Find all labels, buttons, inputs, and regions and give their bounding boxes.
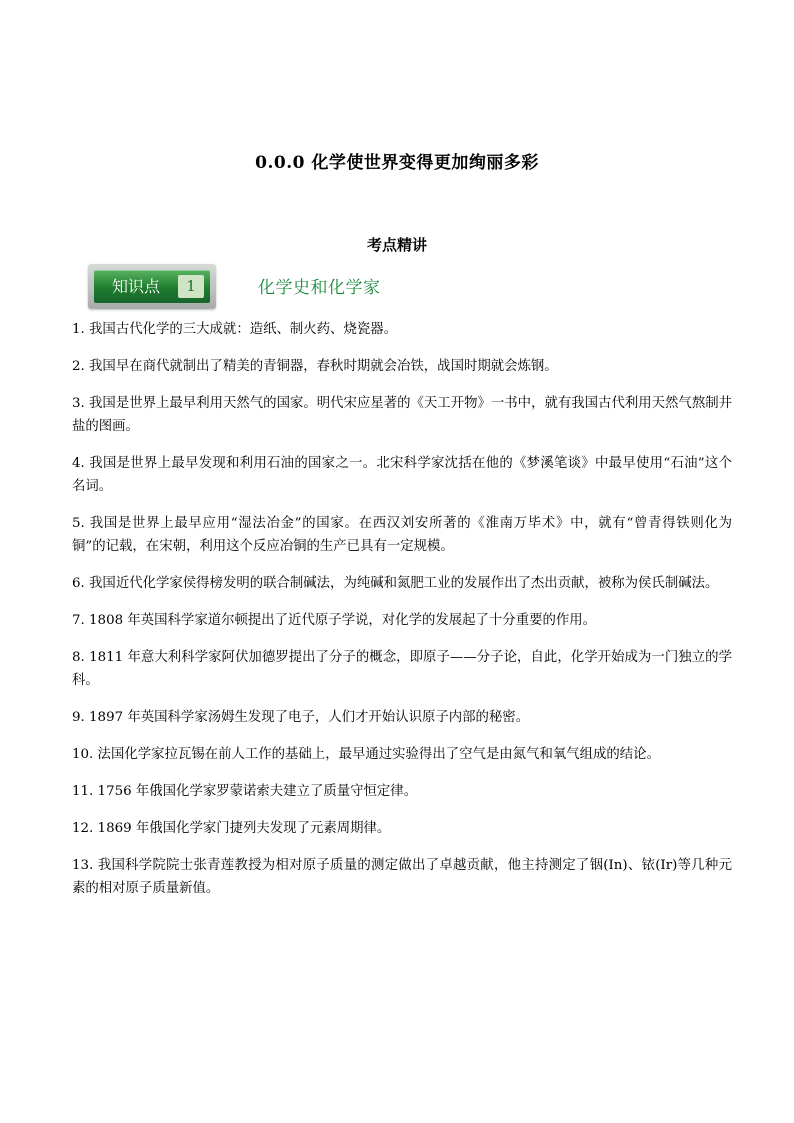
- knowledge-point-badge: [88, 264, 216, 309]
- list-item: 3. 我国是世界上最早利用天然气的国家。明代宋应星著的《天工开物》一书中，就有我国古代利用天然气熬制井盐的图画。: [72, 396, 732, 434]
- document-title: 0.0.0 化学使世界变得更加绚丽多彩: [255, 153, 539, 173]
- content-list: [72, 318, 732, 914]
- knowledge-point-number: 1: [178, 275, 204, 298]
- list-item: 5. 我国是世界上最早应用“湿法冶金”的国家。在西汉刘安所著的《淮南万毕术》中，就有“曾青得铁则化为铜”的记载，在宋朝，利用这个反应冶铜的生产已具有一定规模。: [72, 516, 732, 554]
- knowledge-point-title: 化学史和化学家: [258, 278, 381, 298]
- knowledge-point-label: 知识点: [112, 277, 161, 296]
- list-item: 2. 我国早在商代就制出了精美的青铜器，春秋时期就会冶铁，战国时期就会炼钢。: [72, 359, 558, 374]
- list-item: 1. 我国古代化学的三大成就：造纸、制火药、烧瓷器。: [72, 322, 398, 337]
- list-item: 11. 1756 年俄国化学家罗蒙诺索夫建立了质量守恒定律。: [72, 784, 418, 799]
- list-item: 12. 1869 年俄国化学家门捷列夫发现了元素周期律。: [72, 821, 391, 836]
- list-item: 10. 法国化学家拉瓦锡在前人工作的基础上，最早通过实验得出了空气是由氮气和氧气组成的结论。: [72, 747, 660, 762]
- section-heading: 考点精讲: [366, 236, 427, 254]
- list-item: 6. 我国近代化学家侯得榜发明的联合制碱法，为纯碱和氮肥工业的发展作出了杰出贡献，被称为侯氏制碱法。: [72, 576, 719, 591]
- list-item: 8. 1811 年意大利科学家阿伏加德罗提出了分子的概念，即原子——分子论，自此，化学开始成为一门独立的学科。: [72, 650, 732, 688]
- list-item: 9. 1897 年英国科学家汤姆生发现了电子，人们才开始认识原子内部的秘密。: [72, 710, 530, 725]
- list-item: 7. 1808 年英国科学家道尔顿提出了近代原子学说，对化学的发展起了十分重要的作用。: [72, 613, 597, 628]
- list-item: 13. 我国科学院院士张青莲教授为相对原子质量的测定做出了卓越贡献，他主持测定了铟(In)、铱(Ir)等几种元素的相对原子质量新值。: [72, 858, 732, 896]
- list-item: 4. 我国是世界上最早发现和利用石油的国家之一。北宋科学家沈括在他的《梦溪笔谈》中最早使用“石油”这个名词。: [72, 456, 732, 494]
- knowledge-point-badge-inner: [94, 270, 210, 303]
